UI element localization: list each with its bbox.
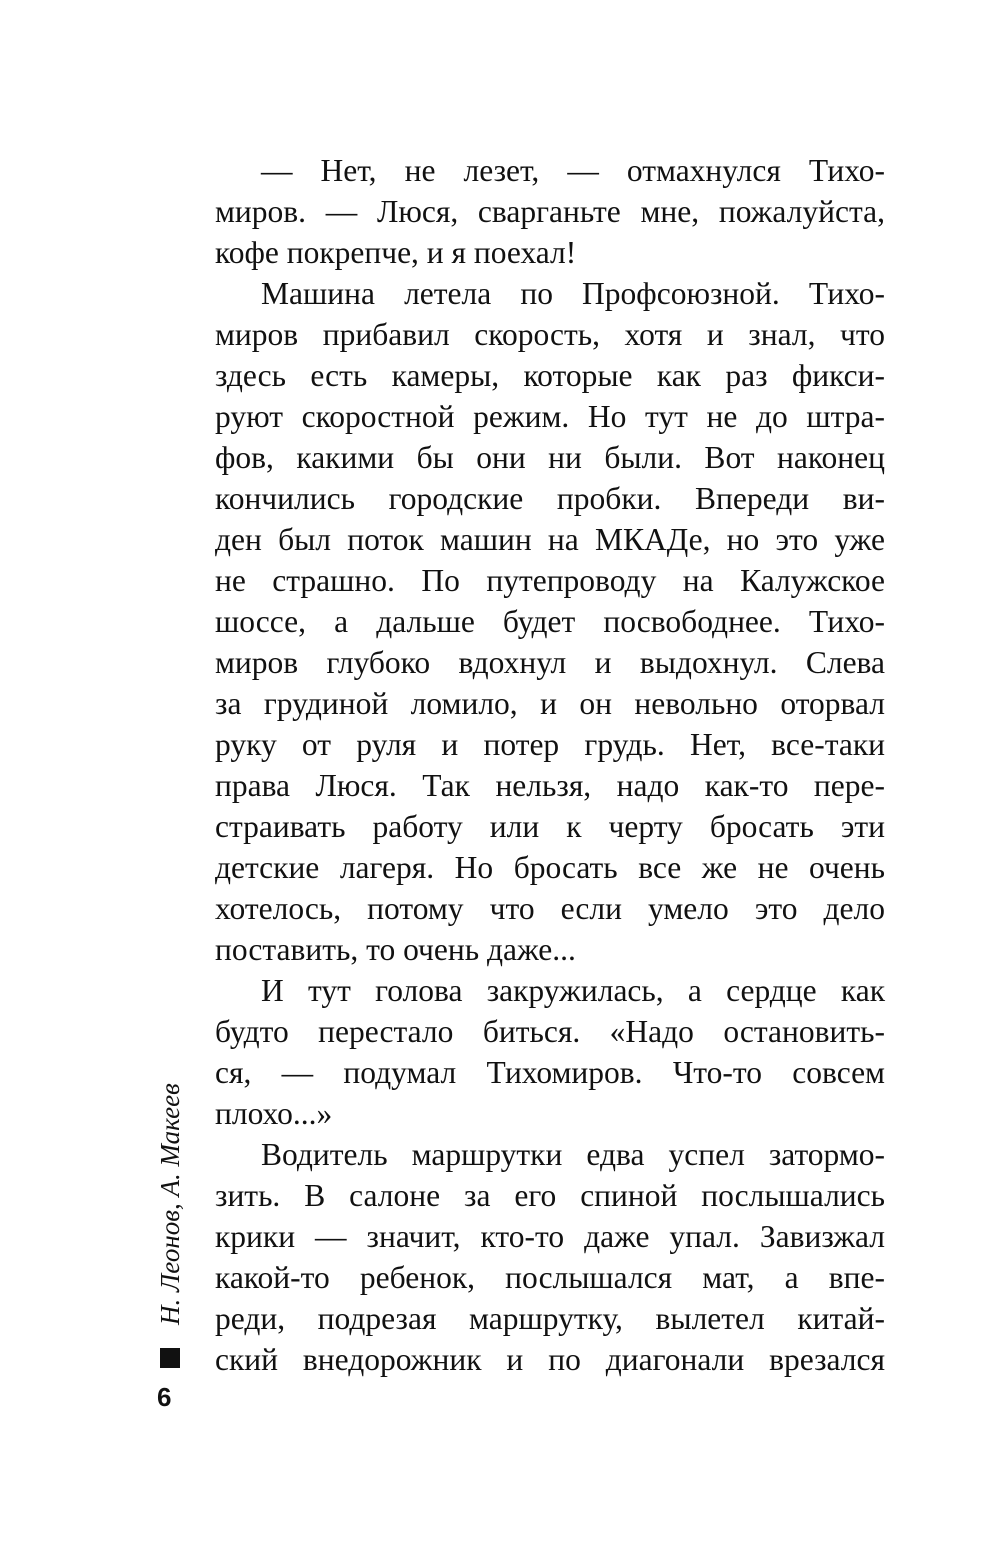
text-line: шоссе, а дальше будет посвободнее. Тихо-	[215, 604, 885, 639]
page-number: 6	[157, 1382, 172, 1412]
text-line: миров прибавил скорость, хотя и знал, что	[215, 317, 885, 352]
text-line: не страшно. По путепроводу на Калужское	[215, 563, 885, 598]
text-line: руют скоростной режим. Но тут не до штра-	[215, 399, 885, 434]
text-line: детские лагеря. Но бросать все же не очень	[215, 850, 885, 885]
text-line: руку от руля и потер грудь. Нет, все-таки	[215, 727, 885, 762]
text-line: ся, — подумал Тихомиров. Что-то совсем	[215, 1055, 885, 1090]
text-line: фов, какими бы они ни были. Вот наконец	[215, 440, 885, 475]
text-line: права Люся. Так нельзя, надо как-то пере-	[215, 768, 885, 803]
text-line: Водитель маршрутки едва успел затормо-	[261, 1137, 885, 1172]
text-line: страивать работу или к черту бросать эти	[215, 809, 885, 844]
text-line: здесь есть камеры, которые как раз фикси-	[215, 358, 885, 393]
text-line: за грудиной ломило, и он невольно оторвал	[215, 686, 885, 721]
text-line: миров глубоко вдохнул и выдохнул. Слева	[215, 645, 885, 680]
running-head-authors: Н. Леонов, А. Макеев	[155, 1083, 185, 1325]
text-line: будто перестало биться. «Надо остановить-	[215, 1014, 885, 1049]
text-line: кофе покрепче, и я поехал!	[215, 235, 577, 270]
text-line: Машина летела по Профсоюзной. Тихо-	[261, 276, 885, 311]
text-line: миров. — Люся, сварганьте мне, пожалуйста,	[215, 194, 885, 229]
text-line: кончились городские пробки. Впереди ви-	[215, 481, 885, 516]
text-line: крики — значит, кто-то даже упал. Завизжал	[215, 1219, 885, 1254]
text-line: И тут голова закружилась, а сердце как	[261, 973, 885, 1008]
text-line: — Нет, не лезет, — отмахнулся Тихо-	[261, 153, 885, 188]
text-line: зить. В салоне за его спиной послышались	[215, 1178, 885, 1213]
text-line: какой-то ребенок, послышался мат, а впе-	[215, 1260, 885, 1295]
text-line: поставить, то очень даже...	[215, 932, 576, 967]
text-line: ский внедорожник и по диагонали врезался	[215, 1342, 885, 1377]
text-line: ден был поток машин на МКАДе, но это уже	[215, 522, 885, 557]
text-line: плохо...»	[215, 1096, 333, 1131]
body-text	[215, 150, 885, 1380]
text-line: реди, подрезая маршрутку, вылетел китай-	[215, 1301, 885, 1336]
text-line: хотелось, потому что если умело это дело	[215, 891, 885, 926]
page-marker-square	[160, 1348, 180, 1368]
